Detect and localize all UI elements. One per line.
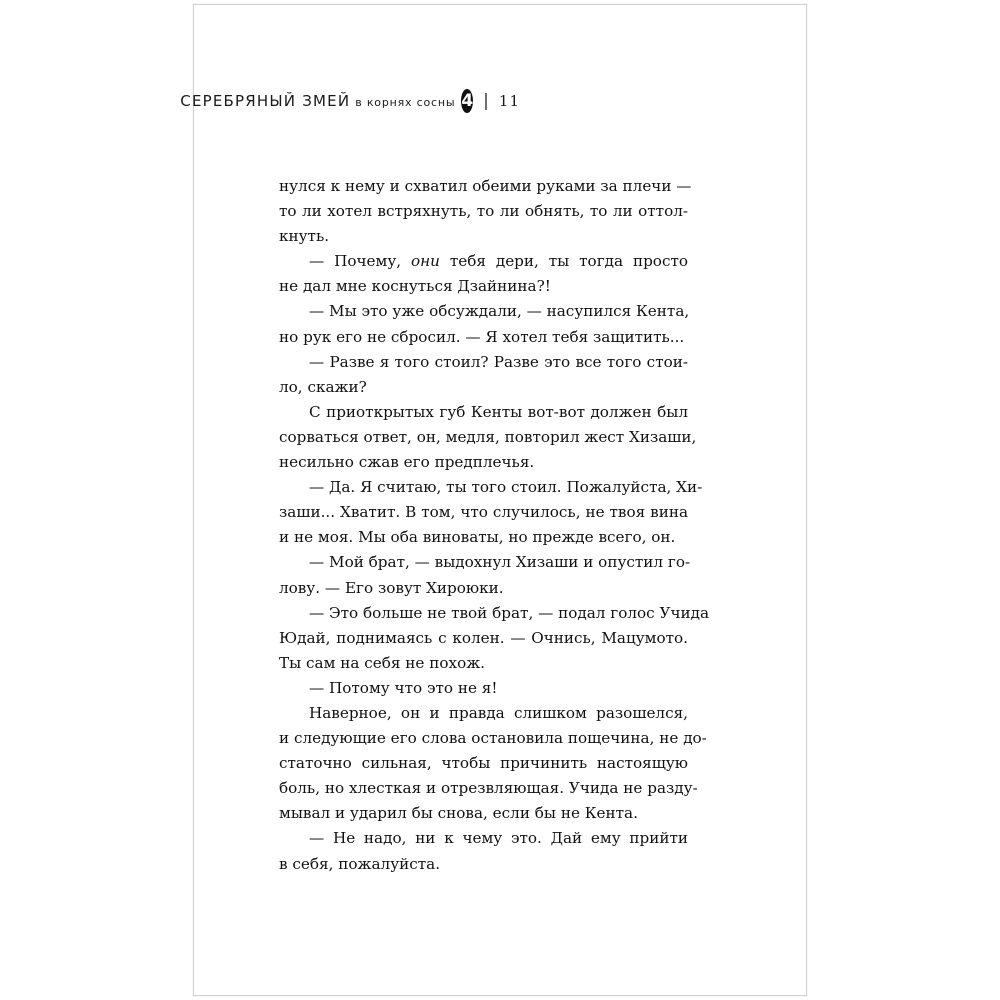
- text-line: — Мой брат, — выдохнул Хизаши и опустил го-: [309, 553, 691, 572]
- volume-number-badge: 4: [461, 91, 474, 111]
- italic-word: они: [410, 252, 440, 271]
- text-line: мывал и ударил бы снова, если бы не Кента.: [279, 804, 638, 823]
- text-fragment: — Почему,: [309, 252, 411, 271]
- text-line: — Да. Я считаю, ты того стоил. Пожалуйста, Хи-: [309, 478, 703, 497]
- text-line: не дал мне коснуться Дзайнина?!: [279, 277, 551, 296]
- text-line: кнуть.: [279, 227, 330, 246]
- body-text: [279, 174, 710, 877]
- text-fragment: тебя дери, ты тогда просто: [439, 252, 688, 271]
- text-line: — Это больше не твой брат, — подал голос Учида: [309, 603, 710, 622]
- text-line: но рук его не сбросил. — Я хотел тебя защитить...: [279, 327, 685, 346]
- text-line: Юдай, поднимаясь с колен. — Очнись, Мацумото.: [279, 628, 688, 647]
- text-line: С приоткрытых губ Кенты вот-вот должен был: [309, 402, 688, 421]
- text-line: — Разве я того стоил? Разве это все того стои-: [309, 352, 688, 371]
- text-line: Наверное, он и правда слишком разошелся,: [309, 703, 688, 722]
- text-line: то ли хотел встряхнуть, то ли обнять, то ли оттол-: [279, 202, 688, 221]
- running-header: [180, 86, 520, 116]
- text-line: и не моя. Мы оба виноваты, но прежде всего, он.: [279, 528, 676, 547]
- text-line: ло, скажи?: [279, 377, 367, 396]
- text-line: — Потому что это не я!: [309, 678, 498, 697]
- text-line: — Не надо, ни к чему это. Дай ему прийти: [309, 829, 688, 848]
- text-line: несильно сжав его предплечья.: [279, 453, 535, 472]
- text-line: статочно сильная, чтобы причинить настоящую: [279, 754, 688, 773]
- text-line: и следующие его слова остановила пощечина, не до-: [279, 729, 707, 748]
- page-number: 11: [498, 92, 520, 110]
- series-title: СЕРЕБРЯНЫЙ ЗМЕЙ: [180, 92, 351, 110]
- text-line: боль, но хлесткая и отрезвляющая. Учида не разду-: [279, 779, 698, 798]
- header-separator: |: [483, 91, 489, 111]
- text-line: сорваться ответ, он, медля, повторил жест Хизаши,: [279, 427, 697, 446]
- text-line: [279, 249, 688, 274]
- text-line: заши... Хватит. В том, что случилось, не твоя вина: [279, 503, 688, 522]
- text-line: — Мы это уже обсуждали, — насупился Кента,: [309, 302, 690, 321]
- text-line: Ты сам на себя не похож.: [279, 653, 486, 672]
- text-line: в себя, пожалуйста.: [279, 854, 441, 873]
- book-subtitle: в корнях сосны: [355, 95, 456, 109]
- text-line: лову. — Его зовут Хироюки.: [279, 578, 504, 597]
- text-line: нулся к нему и схватил обеими руками за плечи —: [279, 177, 692, 195]
